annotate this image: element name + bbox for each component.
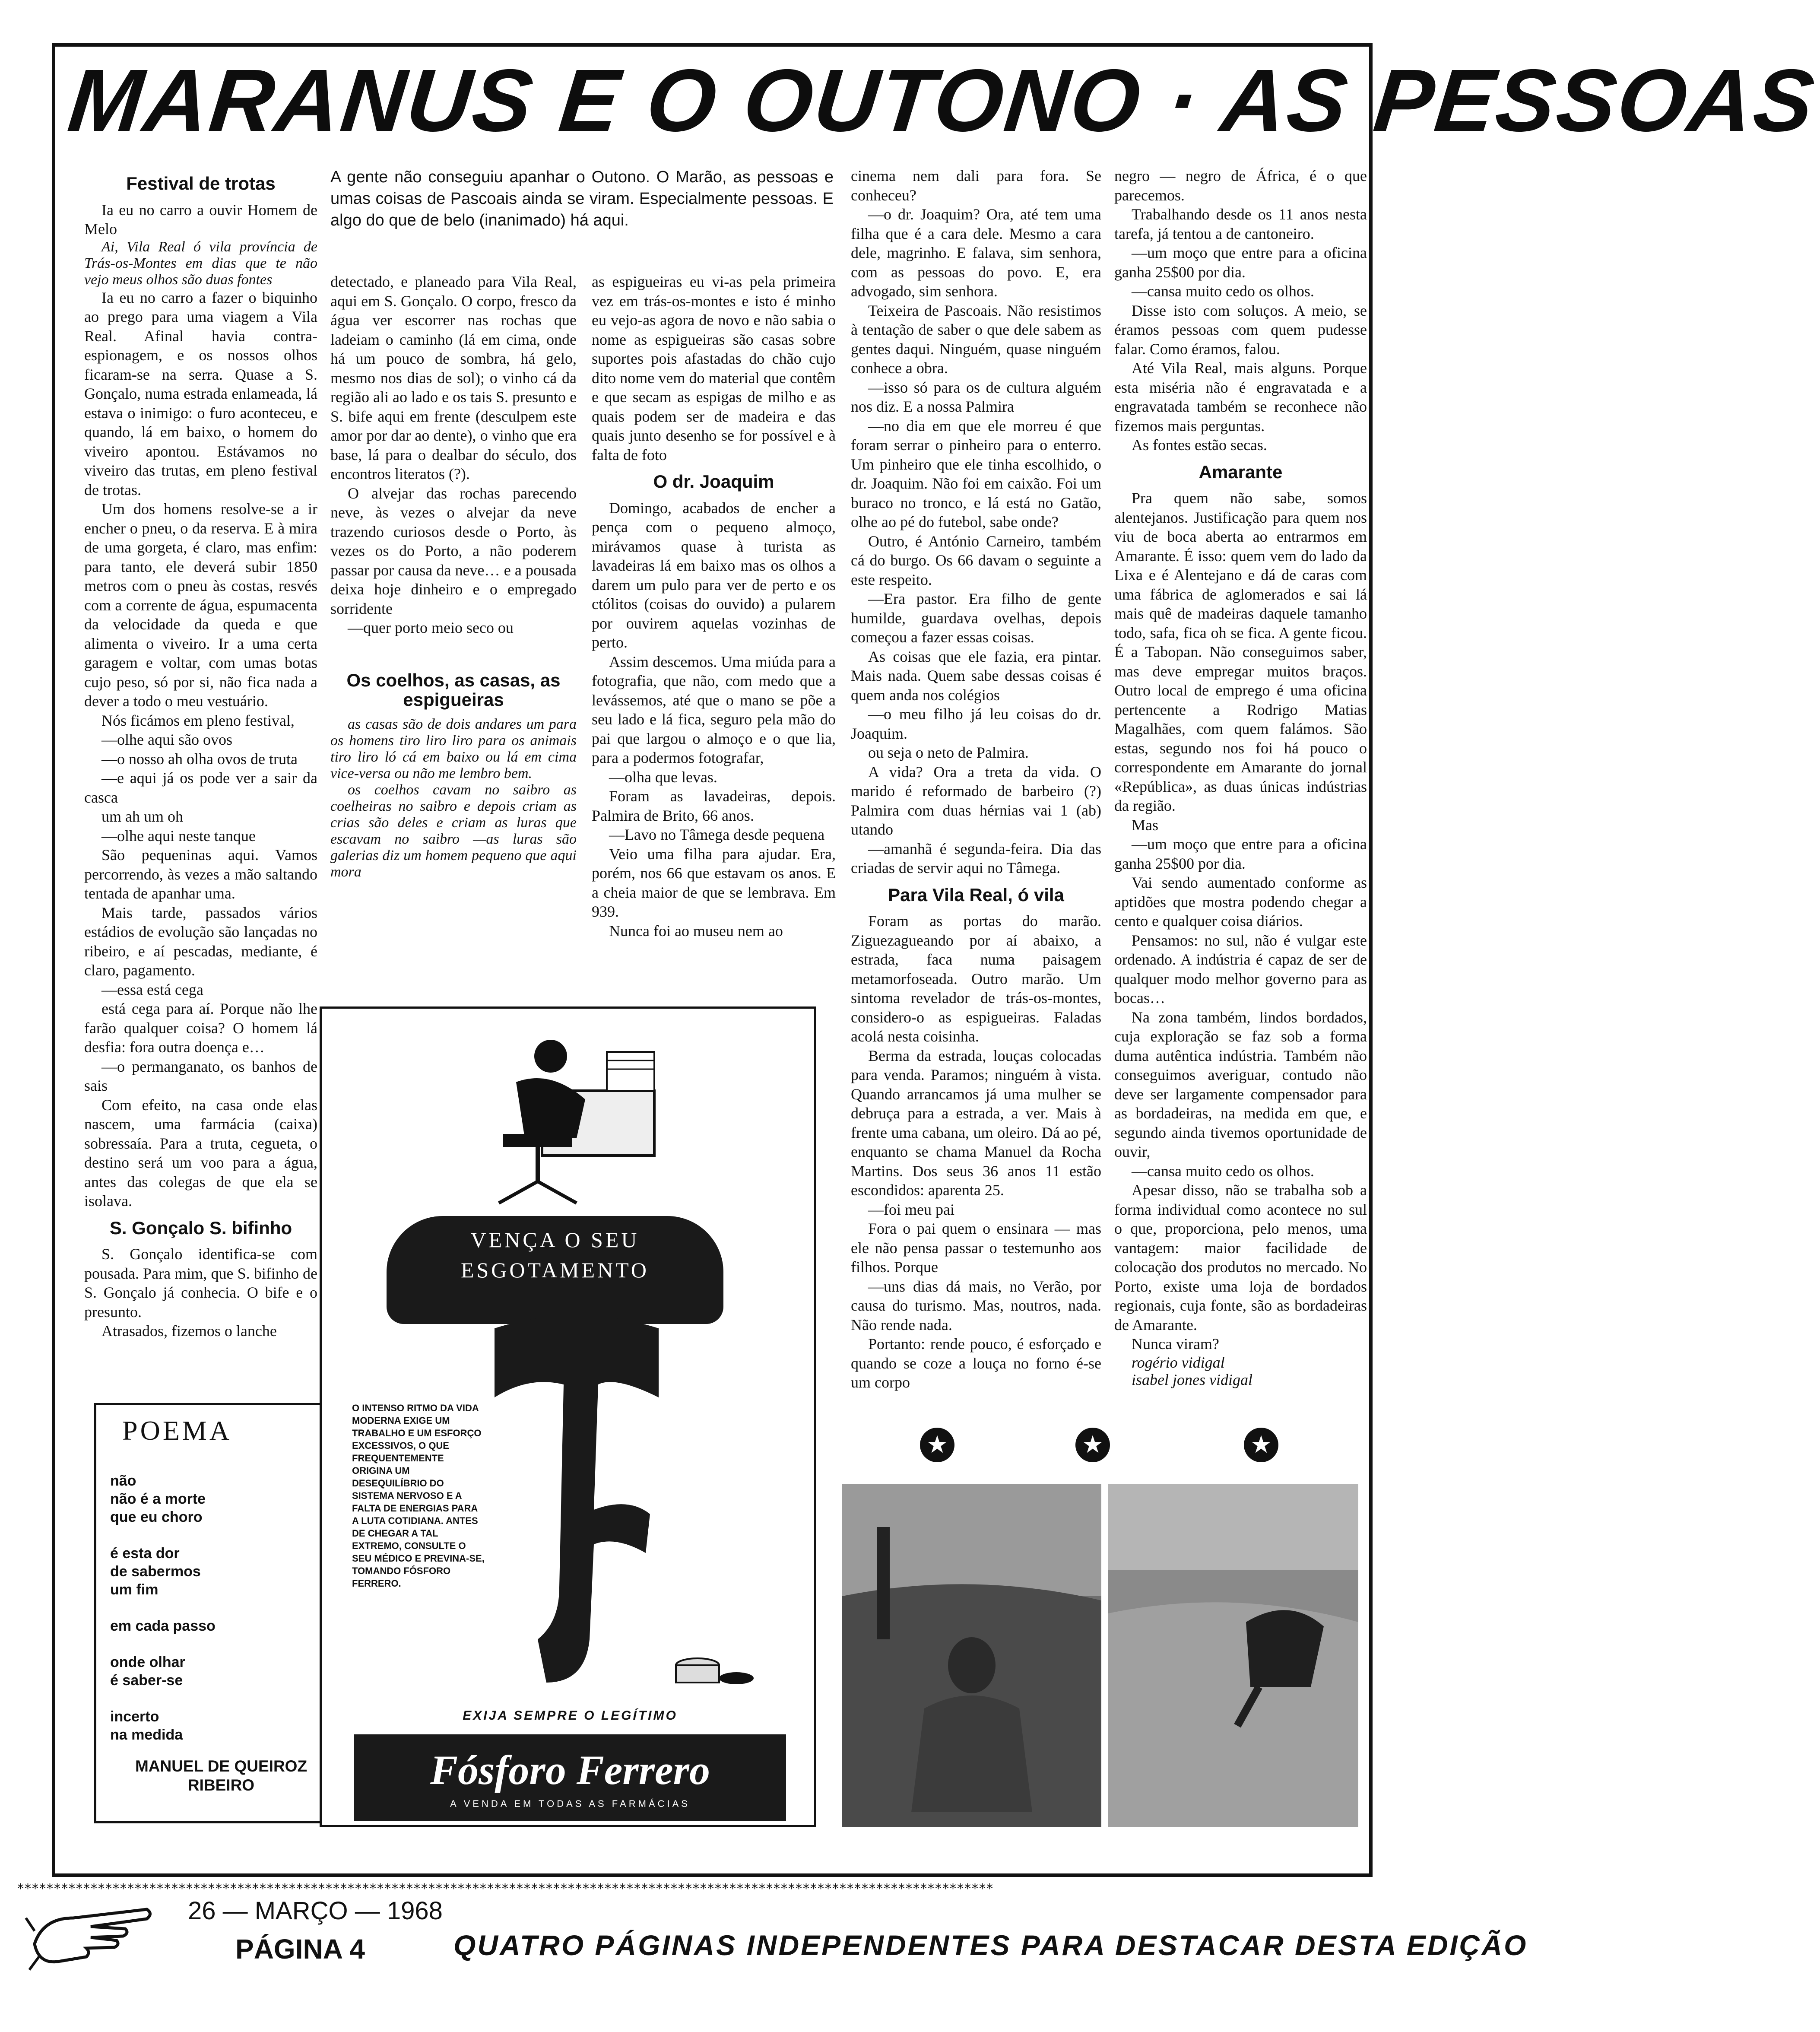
headline: MARANUS E O OUTONO · AS PESSOAS [64, 51, 1820, 150]
ad-tagline: EXIJA SEMPRE O LEGÍTIMO [463, 1708, 678, 1723]
ad-title [387, 1225, 723, 1285]
poem-line [110, 1526, 346, 1544]
coelhos-section [330, 663, 577, 880]
verse: Ai, Vila Real ó vila província de Trás-os-Montes em dias que te não vejo meus olhos são duas fontes [84, 238, 317, 288]
column-2 [330, 272, 577, 638]
dialogue: —e aqui já os pode ver a sair da casca [84, 769, 317, 806]
subheading-vila-real: Para Vila Real, ó vila [888, 884, 1064, 905]
star-icon: ★ [920, 1428, 954, 1462]
paragraph: Com efeito, na casa onde elas nascem, uma farmácia (caixa) sobressaía. Para a truta, cegueta, o destino será um voo para a água, antes das colegas de que ela se isolava. [84, 1096, 317, 1210]
paragraph: As fontes estão secas. [1132, 436, 1267, 454]
dialogue: —o nosso ah olha ovos de truta [101, 750, 298, 768]
advertisement [320, 1006, 816, 1827]
issue-date: 26 — MARÇO — 1968 [188, 1897, 443, 1925]
poem-line: é esta dor [110, 1545, 180, 1562]
paragraph: Nós ficámos em pleno festival, [101, 711, 295, 729]
paragraph: Veio uma filha para ajudar. Era, porém, nos 66 que estavam os anos. E a cheia maior de que se lembrava. Em 939. [592, 845, 836, 920]
dialogue: —um moço que entre para a oficina ganha 25$00 por dia. [1114, 244, 1367, 281]
poem-line [110, 1689, 346, 1708]
poem-line [110, 1599, 346, 1617]
paragraph: negro — negro de África, é o que parecemos. [1114, 167, 1367, 204]
paragraph: Na zona também, lindos bordados, cuja exploração se faz sob a forma duma autêntica indústria. Também não conseguimos averiguar, contudo não deve ser largamente compensador para as bordadeiras, na medida em que, e segundo ainda tivemos oportunidade de ouvir, [1114, 1008, 1367, 1160]
dialogue: —essa está cega [101, 981, 203, 998]
paragraph: está cega para aí. Porque não lhe farão qualquer coisa? O homem lá desfia: fora outra doença e… [84, 1000, 317, 1056]
dialogue: —olhe aqui são ovos [101, 731, 232, 748]
dialogue: —uns dias dá mais, no Verão, por causa do turismo. Mas, noutros, nada. Não rende nada. [851, 1277, 1101, 1334]
medicine-tins-illustration [672, 1648, 758, 1695]
large-f-graphic [486, 1311, 667, 1691]
poem-line: é saber-se [110, 1672, 183, 1689]
paragraph: detectado, e planeado para Vila Real, aqui em S. Gonçalo. O corpo, fresco da água ver escorrer nas rochas que ladeiam o caminho (lá em cima, onde há um pouco de sombra, há gelo, mesmo nos dias de sol); o vinho cá da região ali ao lado e os tais S. presunto e S. bife aqui em frente (desculpem este amor por dar ao dente), o vinho que era base, lá para o dealbar do século, dos encontros literatos (?). [330, 273, 577, 483]
subheading-amarante: Amarante [1199, 461, 1283, 482]
footer-tagline: QUATRO PÁGINAS INDEPENDENTES PARA DESTACAR DESTA EDIÇÃO [453, 1929, 1528, 1961]
ad-brand-box [354, 1734, 786, 1821]
dialogue: —Era pastor. Era filho de gente humilde, guardava ovelhas, depois começou a fazer essas coisas. [851, 590, 1101, 646]
paragraph: Ia eu no carro a fazer o biquinho ao prego para uma viagem a Vila Real. Afinal havia contra-espionagem, e os nossos olhos ficaram-se na serra. Quase a S. Gonçalo, numa estrada enlameada, lá estava o inimigo: o furo aconteceu, e quando, lá em baixo, o homem do viveiro apontou. Estávamos no viveiro das trutas, em pleno festival de trotas. [84, 289, 317, 498]
poem-line: um fim [110, 1581, 159, 1598]
man-at-desk-illustration [464, 1026, 689, 1229]
paragraph: São pequeninas aqui. Vamos percorrendo, às vezes a mão saltando tentada de apanhar uma. [84, 846, 317, 902]
paragraph: S. Gonçalo identifica-se com pousada. Para mim, que S. bifinho de S. Gonçalo já conhecia. O bife e o presunto. [84, 1245, 317, 1321]
paragraph: Foram as lavadeiras, depois. Palmira de Brito, 66 anos. [592, 787, 836, 824]
dialogue: —amanhã é segunda-feira. Dia das criadas de servir aqui no Tâmega. [851, 840, 1101, 876]
paragraph: Portanto: rende pouco, é esforçado e quando se coze a louça no forno é-se um corpo [851, 1335, 1101, 1391]
paragraph: A vida? Ora a treta da vida. O marido é reformado de barbeiro (?) Palmira com duas hérnias vai 1 (ab) utando [851, 763, 1101, 838]
poem-line: não [110, 1473, 136, 1489]
dialogue: —foi meu pai [868, 1200, 954, 1218]
dialogue: —um moço que entre para a oficina ganha 25$00 por dia. [1114, 835, 1367, 872]
poem-title: POEMA [122, 1415, 232, 1446]
poem-box [94, 1403, 348, 1823]
paragraph: Nunca foi ao museu nem ao [609, 922, 783, 940]
signature: isabel jones vidigal [1132, 1371, 1252, 1388]
paragraph: Um dos homens resolve-se a ir encher o pneu, o da reserva. E à mira de uma gorgeta, é claro, mas enfim: para tanto, ele deverá subir 1850 metros com o pneu às costas, resvés com a corrente de água, espumacenta da velocidade da queda e que alimenta o viveiro. Ir a uma certa garagem e voltar, com umas botas cujo peso, só por si, não fica nada a dever a todo o meu vestuário. [84, 500, 317, 710]
paragraph: Berma da estrada, louças colocadas para venda. Paramos; ninguém à vista. Quando arrancamos já uma mulher se debruça para a estrada, a ver. Mais à frente uma cabana, um oleiro. Dá ao pé, enquanto se chama Manuel da Rocha Martins. Dos seus 36 anos 11 estão escondidos: aparenta 25. [851, 1047, 1101, 1199]
paragraph: Pensamos: no sul, não é vulgar este ordenado. A indústria é capaz de ser de qualquer modo melhor governo para as bocas… [1114, 931, 1367, 1006]
ad-brand-subtitle: A VENDA EM TODAS AS FARMÁCIAS [450, 1798, 690, 1809]
poem-lines [110, 1472, 346, 1744]
ad-title-line: VENÇA O SEU [470, 1228, 640, 1252]
dialogue: —quer porto meio seco ou [348, 619, 514, 636]
subheading-sgoncalo: S. Gonçalo S. bifinho [109, 1217, 292, 1238]
stars-divider: ************************************************************************************************************************************* [17, 1881, 994, 1896]
poem-author [96, 1757, 346, 1795]
poem-line [110, 1635, 346, 1653]
paragraph: Apesar disso, não se trabalha sob a forma individual como acontece no sul o que, proporciona, pelo menos, uma vantagem: maior facilidade de colocação dos produtos no mercado. No Porto, existe uma loja de bordados regionais, cuja fonte, são as bordadeiras de Amarante. [1114, 1181, 1367, 1334]
dialogue: —o permanganato, os banhos de sais [84, 1057, 317, 1094]
paragraph: O alvejar das rochas parecendo neve, às vezes o alvejar da neve trazendo curiosos desde o Porto, às vezes os do Porto, a não poderem passar por causa da neve… e a pousada deixa hoje dinheiro e o empregado sorridente [330, 484, 577, 617]
subheading-festival: Festival de trotas [126, 173, 276, 194]
dialogue: —o meu filho já leu coisas do dr. Joaquim. [851, 705, 1101, 742]
dialogue: —no dia em que ele morreu é que foram serrar o pinheiro para o enterro. Um pinheiro que ele tinha escolhido, o dr. Joaquim. Não foi em caixão. Foi um buraco no tronco, e lá está no Gatão, olhe ao pé do futebol, sabe onde? [851, 417, 1101, 530]
dialogue: —cansa muito cedo os olhos. [1132, 283, 1314, 300]
dialogue: —olha que levas. [609, 768, 717, 786]
paragraph: Vai sendo aumentado conforme as aptidões que mostra podendo chegar a cento e qualquer coisa diários. [1114, 874, 1367, 930]
column-1 [84, 166, 317, 1341]
poem-line: em cada passo [110, 1618, 216, 1634]
paragraph: Nunca viram? [1132, 1335, 1219, 1353]
column-4 [851, 166, 1101, 1392]
paragraph: ou seja o neto de Palmira. [868, 744, 1029, 761]
dialogue: —o dr. Joaquim? Ora, até tem uma filha que é a cara dele. Mesmo a cara dele, magrinho. E falava, sim senhora, com as pessoas do povo. E, era advogado, sim senhora. [851, 206, 1101, 300]
ad-title-line: ESGOTAMENTO [460, 1258, 650, 1282]
paragraph: Mais tarde, passados vários estádios de evolução são lançadas no ribeiro, e aí pescadas, mediante, é claro, pagamento. [84, 904, 317, 979]
star-icon: ★ [1244, 1428, 1278, 1462]
poem-author-line: RIBEIRO [187, 1776, 255, 1794]
paragraph: Domingo, acabados de encher a pença com o pequeno almoço, mirávamos quase à turista as lavadeiras lá em baixo mas os olhos a darem um pulo para ver de perto e os ctólitos (coisas do ouvido) a pularem por ouvirem aquelas vozinhas de perto. [592, 499, 836, 651]
paragraph: Trabalhando desde os 11 anos nesta tarefa, já tentou a de cantoneiro. [1114, 206, 1367, 242]
paragraph: Atrasados, fizemos o lanche [101, 1322, 277, 1340]
paragraph: Disse isto com soluços. A meio, se éramos pessoas com quem pudesse falar. Como éramos, falou. [1114, 302, 1367, 358]
dialogue: —cansa muito cedo os olhos. [1132, 1162, 1314, 1180]
paragraph: Outro, é António Carneiro, também cá do burgo. Os 66 davam o seguinte a este respeito. [851, 532, 1101, 588]
paragraph: As coisas que ele fazia, era pintar. Mais nada. Quem sabe dessas coisas é quem anda nos colégios [851, 648, 1101, 704]
paragraph: Assim descemos. Uma miúda para a fotografia, que não, com medo que a levássemos, até que o mano se põe a seu lado e lá fica, seguro pela mão do pai que largou o almoço e o que lia, para a podermos fotografar, [592, 653, 836, 766]
paragraph: Mas [1132, 816, 1158, 834]
paragraph: Foram as portas do marão. Ziguezagueando por aí abaixo, a estrada, faca numa paisagem metamorfoseada. Outro marão. Um sintoma revelador de trás-os-montes, considero-o as espigueiras. Faladas acolá nesta coisinha. [851, 912, 1101, 1045]
poem-line: na medida [110, 1727, 183, 1743]
poem-author-line: MANUEL DE QUEIROZ [135, 1757, 308, 1775]
dialogue: —olhe aqui neste tanque [101, 827, 256, 845]
paragraph: Teixeira de Pascoais. Não resistimos à tentação de saber o que dele sabem as gentes daqui. Ninguém, quase ninguém conhece a obra. [851, 302, 1101, 377]
ad-brand-name: Fósforo Ferrero [430, 1747, 710, 1793]
subheading-joaquim: O dr. Joaquim [653, 471, 774, 492]
paragraph: Fora o pai quem o ensinara — mas ele não pensa passar o testemunho aos filhos. Porque [851, 1220, 1101, 1276]
poem-line: de sabermos [110, 1563, 201, 1580]
pointing-hand-icon [26, 1892, 155, 1974]
column-5 [1114, 166, 1367, 1388]
dialogue: —isso só para os de cultura alguém nos diz. E a nossa Palmira [851, 378, 1101, 415]
subheading-coelhos: Os coelhos, as casas, as espigueiras [346, 670, 561, 710]
ad-body-text: O INTENSO RITMO DA VIDA MODERNA EXIGE UM TRABALHO E UM ESFORÇO EXCESSIVOS, O QUE FREQUENTEMENTE ORIGINA UM DESEQUILÍBRIO DO SISTEMA NERVOSO E A FALTA DE ENERGIAS PARA A LUTA COTIDIANA. ANTES DE CHEGAR A TAL EXTREMO, CONSULTE O SEU MÉDICO E PREVINA-SE, TOMANDO FÓSFORO FERRERO. [352, 1403, 485, 1589]
verse: os coelhos cavam no saibro as coelheiras no saibro e depois criam as crias são deles e criam as luras que escavam no saibro —as luras são galerias diz um homem pequeno que aqui mora [330, 782, 577, 880]
paragraph: as espigueiras eu vi-as pela primeira vez em trás-os-montes e isto é minho eu vejo-as agora de novo e não sabia o nome as espigueiras são casas sobre suportes pois afastadas do chão cujo dito nome vem do material que contêm e que secam as espigas de milho e as quais podem ser de madeira e das quais junto desenho se for possível e à falta de foto [592, 273, 836, 464]
lead-paragraph: A gente não conseguiu apanhar o Outono. O Marão, as pessoas e umas coisas de Pascoais ainda se viram. Especialmente pessoas. E algo do que de belo (inanimado) há aqui. [330, 168, 834, 229]
poem-line: não é a morte [110, 1491, 206, 1507]
poem-line: que eu choro [110, 1509, 203, 1525]
verse: as casas são de dois andares um para os homens tiro liro liro para os animais tiro liro ló cá em baixo ou lá em cima vice-versa ou não me lembro bem. [330, 716, 577, 781]
page-number: PÁGINA 4 [235, 1934, 365, 1965]
paragraph: Pra quem não sabe, somos alentejanos. Justificação para quem nos viu de boca aberta ao entrarmos em Amarante. É isso: quem vem do lado da Lixa e é Alentejano e dá de caras com uma fábrica de aglomerados e sai lá mais quê de madeiras daquele tamanho todo, safa, fica oh se fica. A gente ficou. É a Tabopan. Não conseguimos saber, mas deve empregar muitos braços. Outro local de emprego é uma oficina pertencente a Rodrigo Matias Magalhães, com quem falámos. São estas, segundo nos foi há pouco o correspondente em Amarante do jornal «República», as duas únicas indústrias da região. [1114, 489, 1367, 814]
paragraph: Ia eu no carro a ouvir Homem de Melo [84, 201, 317, 238]
dialogue: —Lavo no Tâmega desde pequena [609, 826, 825, 843]
poem-line: onde olhar [110, 1654, 185, 1670]
signature: rogério vidigal [1132, 1353, 1225, 1371]
star-icon: ★ [1075, 1428, 1110, 1462]
poem-line: incerto [110, 1708, 159, 1725]
column-3 [592, 272, 836, 940]
paragraph: Até Vila Real, mais alguns. Porque esta miséria não é engravatada e a engravatada também se reconhece não fizemos mais perguntas. [1114, 359, 1367, 435]
photo-girl [842, 1484, 1101, 1827]
dialogue: um ah um oh [101, 808, 183, 825]
paragraph: cinema nem dali para fora. Se conheceu? [851, 167, 1101, 204]
photo-washerwoman [1108, 1484, 1358, 1827]
